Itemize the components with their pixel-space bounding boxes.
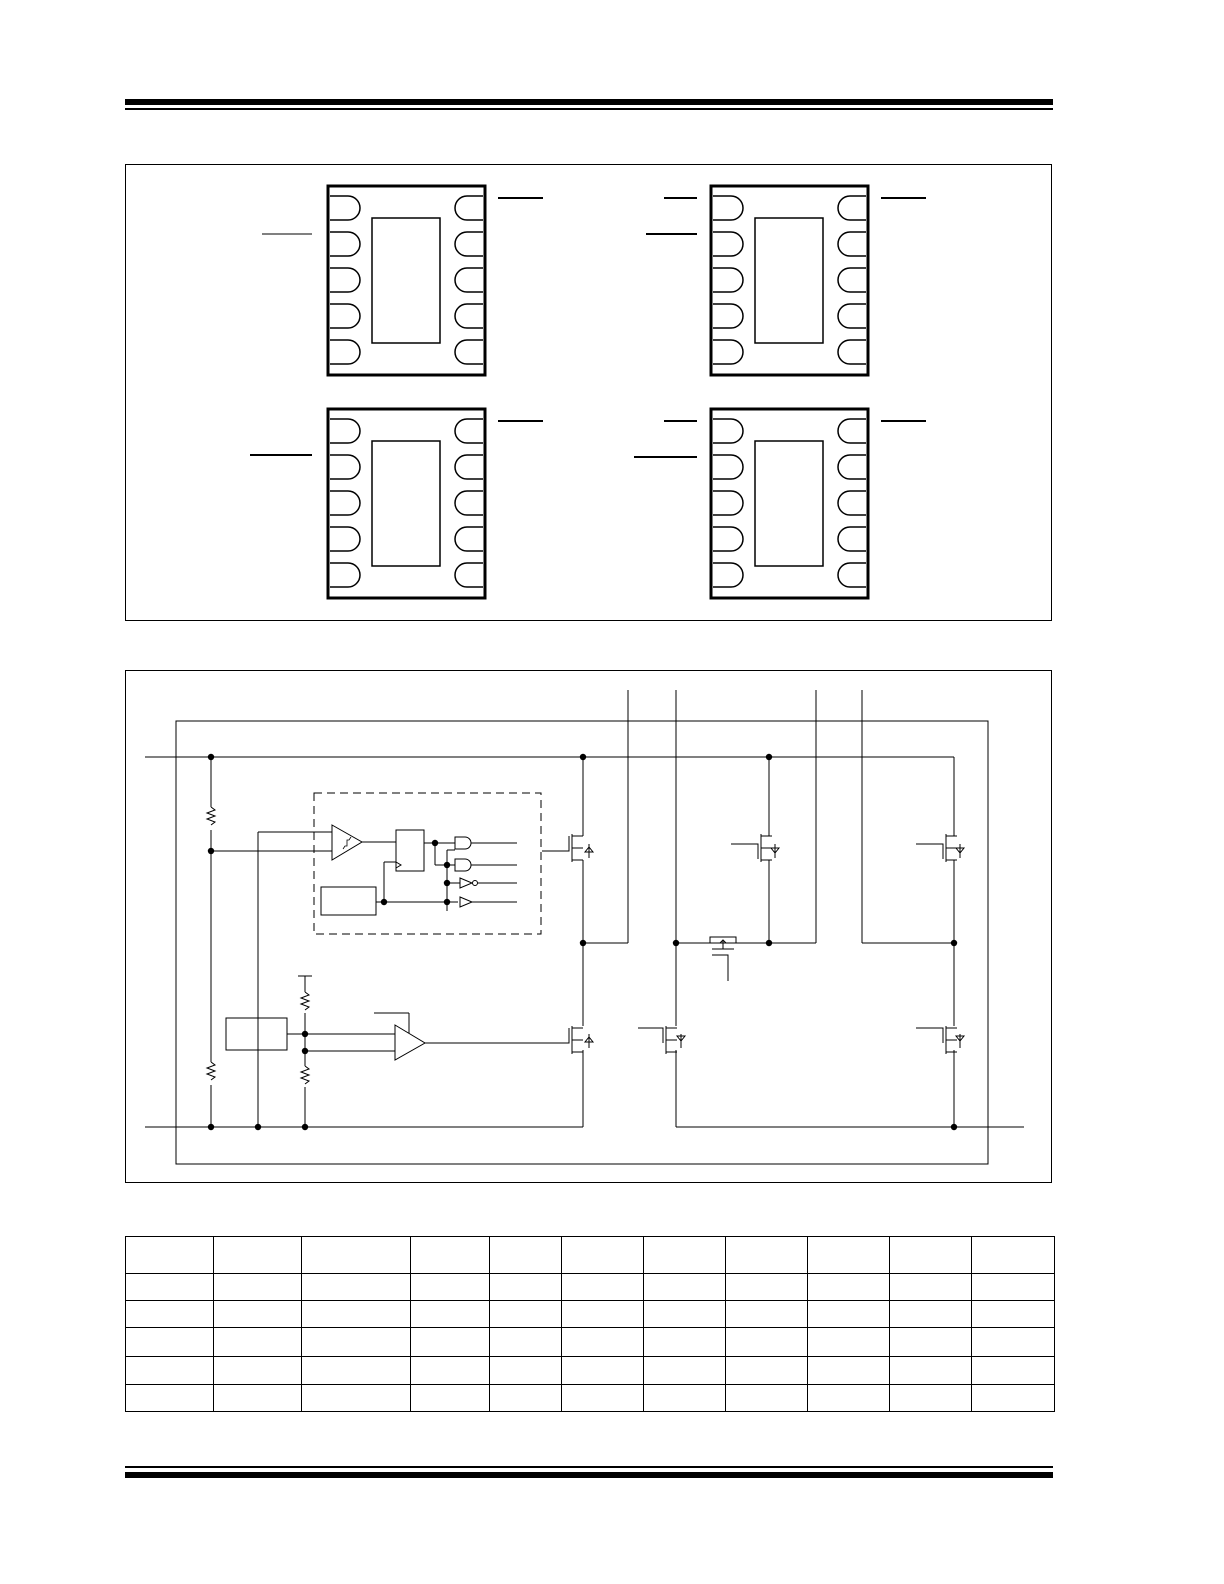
table-row	[126, 1301, 1055, 1328]
table-cell	[411, 1301, 490, 1328]
table-cell	[302, 1237, 411, 1274]
table-cell	[302, 1328, 411, 1356]
table-cell	[214, 1356, 302, 1384]
package-top-left	[262, 186, 543, 375]
table-cell	[644, 1328, 726, 1356]
table-cell	[644, 1237, 726, 1274]
table-row	[126, 1328, 1055, 1356]
table-cell	[214, 1237, 302, 1274]
table-cell	[490, 1274, 562, 1301]
table-cell	[890, 1384, 972, 1411]
table-cell	[411, 1328, 490, 1356]
table-cell	[808, 1301, 890, 1328]
package-top-right	[646, 186, 926, 375]
table-cell	[302, 1274, 411, 1301]
table-cell	[214, 1384, 302, 1411]
table-cell	[808, 1274, 890, 1301]
table-cell	[126, 1301, 214, 1328]
table-cell	[490, 1301, 562, 1328]
table-cell	[126, 1328, 214, 1356]
package-bottom-right	[634, 409, 926, 598]
table-row	[126, 1356, 1055, 1384]
table-cell	[214, 1274, 302, 1301]
table-cell	[726, 1301, 808, 1328]
table-cell	[726, 1384, 808, 1411]
footer-rule-thin	[125, 1466, 1053, 1468]
table-cell	[214, 1328, 302, 1356]
table-cell	[890, 1274, 972, 1301]
table-cell	[302, 1384, 411, 1411]
table-cell	[490, 1328, 562, 1356]
table-cell	[644, 1274, 726, 1301]
table-cell	[214, 1301, 302, 1328]
table-header-row	[126, 1237, 1055, 1274]
table-cell	[890, 1301, 972, 1328]
table-cell	[562, 1301, 644, 1328]
table-cell	[808, 1384, 890, 1411]
table-cell	[644, 1356, 726, 1384]
table-cell	[726, 1356, 808, 1384]
table-cell	[411, 1384, 490, 1411]
table-cell	[126, 1356, 214, 1384]
footer-rule-thick	[125, 1472, 1053, 1478]
table-cell	[562, 1237, 644, 1274]
table-cell	[302, 1356, 411, 1384]
table-cell	[644, 1384, 726, 1411]
table-cell	[972, 1356, 1055, 1384]
table-cell	[972, 1301, 1055, 1328]
table-cell	[972, 1274, 1055, 1301]
table-cell	[644, 1301, 726, 1328]
table-cell	[490, 1237, 562, 1274]
table-cell	[890, 1356, 972, 1384]
table-cell	[411, 1356, 490, 1384]
table-row	[126, 1274, 1055, 1301]
table-cell	[972, 1384, 1055, 1411]
table-cell	[490, 1356, 562, 1384]
table-cell	[726, 1237, 808, 1274]
table-cell	[562, 1356, 644, 1384]
table-cell	[972, 1237, 1055, 1274]
table-row	[126, 1384, 1055, 1411]
table-cell	[726, 1274, 808, 1301]
table-cell	[411, 1237, 490, 1274]
table-cell	[972, 1328, 1055, 1356]
table-cell	[562, 1384, 644, 1411]
table-cell	[808, 1237, 890, 1274]
table-cell	[411, 1274, 490, 1301]
table-cell	[126, 1384, 214, 1411]
table-cell	[302, 1301, 411, 1328]
table-cell	[562, 1328, 644, 1356]
block-diagram	[145, 690, 1024, 1164]
table-cell	[126, 1237, 214, 1274]
table-cell	[808, 1356, 890, 1384]
table-cell	[726, 1328, 808, 1356]
table-cell	[126, 1274, 214, 1301]
table-cell	[890, 1237, 972, 1274]
pin-table	[125, 1236, 1055, 1412]
table-cell	[890, 1328, 972, 1356]
table-cell	[562, 1274, 644, 1301]
table-cell	[490, 1384, 562, 1411]
package-bottom-left	[250, 409, 543, 598]
table-cell	[808, 1328, 890, 1356]
